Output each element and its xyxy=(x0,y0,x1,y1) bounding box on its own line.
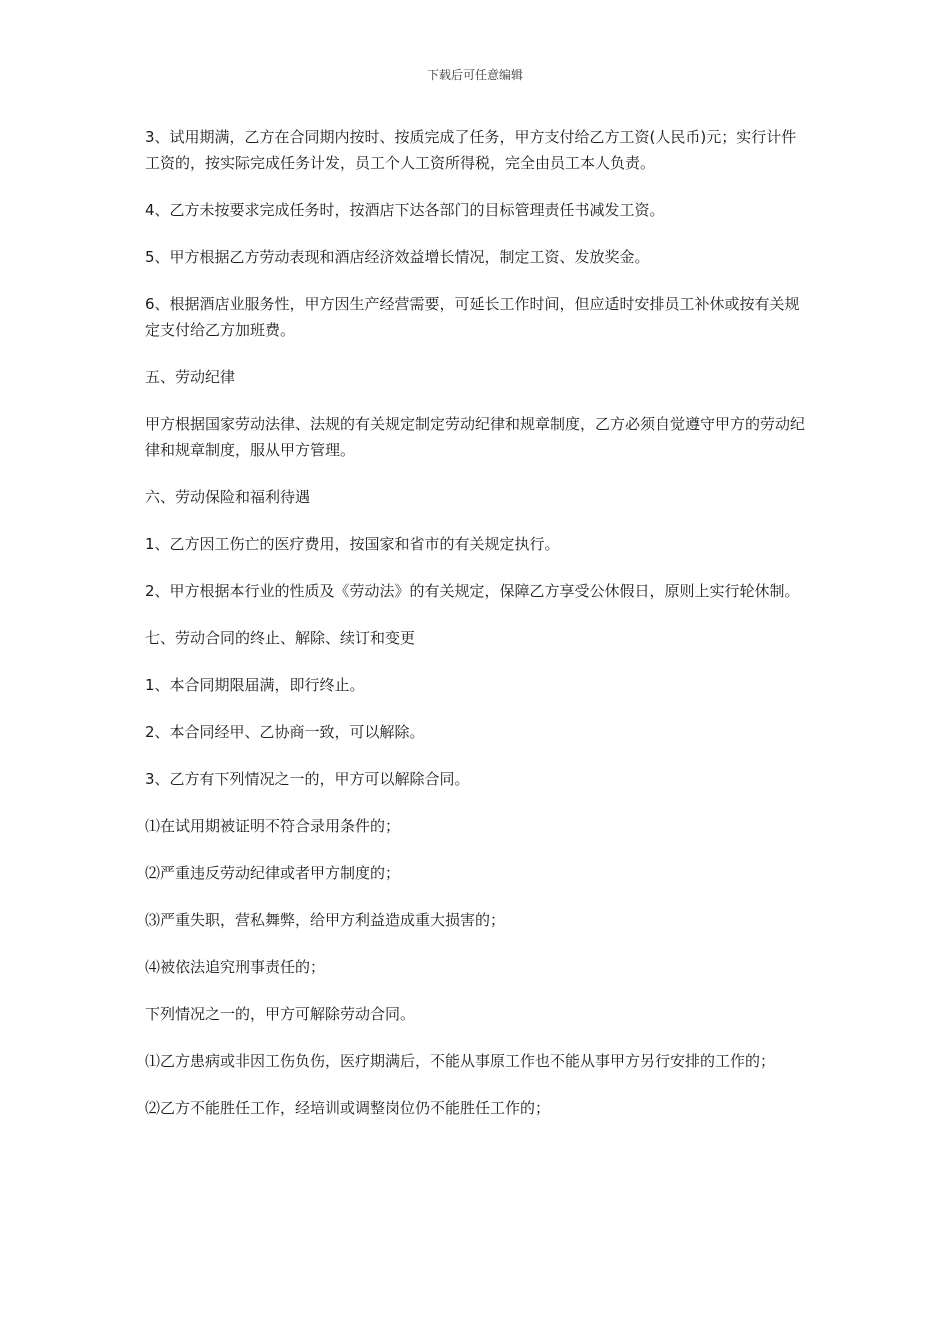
paragraph-item-6: 6、根据酒店业服务性，甲方因生产经营需要，可延长工作时间，但应适时安排员工补休或按有关规定支付给乙方加班费。 xyxy=(145,295,800,339)
paragraph-termination-2: 2、本合同经甲、乙协商一致，可以解除。 xyxy=(145,723,425,741)
list-item-condition-4: ⑷被依法追究刑事责任的； xyxy=(145,958,326,976)
document-body xyxy=(145,124,810,1142)
paragraph-item-3: 3、试用期满，乙方在合同期内按时、按质完成了任务，甲方支付给乙方工资(人民币)元；实行计件工资的，按实际完成任务计发，员工个人工资所得税，完全由员工本人负责。 xyxy=(145,128,797,172)
section-heading-labor-discipline: 五、劳动纪律 xyxy=(145,368,236,386)
list-item-condition-1: ⑴在试用期被证明不符合录用条件的； xyxy=(145,817,401,835)
page-header-note: 下载后可任意编辑 xyxy=(426,68,523,82)
section-heading-contract-termination: 七、劳动合同的终止、解除、续订和变更 xyxy=(145,629,416,647)
paragraph-insurance-2: 2、甲方根据本行业的性质及《劳动法》的有关规定，保障乙方享受公休假日，原则上实行轮休制。 xyxy=(145,582,800,600)
paragraph-termination-3: 3、乙方有下列情况之一的，甲方可以解除合同。 xyxy=(145,770,470,788)
section-heading-insurance-welfare: 六、劳动保险和福利待遇 xyxy=(145,488,311,506)
list-item-condition-2: ⑵严重违反劳动纪律或者甲方制度的； xyxy=(145,864,401,882)
paragraph-termination-1: 1、本合同期限届满，即行终止。 xyxy=(145,676,365,694)
paragraph-dismissal-intro: 下列情况之一的，甲方可解除劳动合同。 xyxy=(145,1005,416,1023)
list-item-condition-3: ⑶严重失职，营私舞弊，给甲方利益造成重大损害的； xyxy=(145,911,506,929)
paragraph-item-4: 4、乙方未按要求完成任务时，按酒店下达各部门的目标管理责任书减发工资。 xyxy=(145,201,665,219)
paragraph-insurance-1: 1、乙方因工伤亡的医疗费用，按国家和省市的有关规定执行。 xyxy=(145,535,560,553)
paragraph-item-5: 5、甲方根据乙方劳动表现和酒店经济效益增长情况，制定工资、发放奖金。 xyxy=(145,248,650,266)
paragraph-labor-discipline: 甲方根据国家劳动法律、法规的有关规定制定劳动纪律和规章制度，乙方必须自觉遵守甲方的劳动纪律和规章制度，服从甲方管理。 xyxy=(145,415,806,459)
list-item-dismissal-1: ⑴乙方患病或非因工伤负伤，医疗期满后，不能从事原工作也不能从事甲方另行安排的工作的； xyxy=(145,1052,776,1070)
list-item-dismissal-2: ⑵乙方不能胜任工作，经培训或调整岗位仍不能胜任工作的； xyxy=(145,1099,551,1117)
